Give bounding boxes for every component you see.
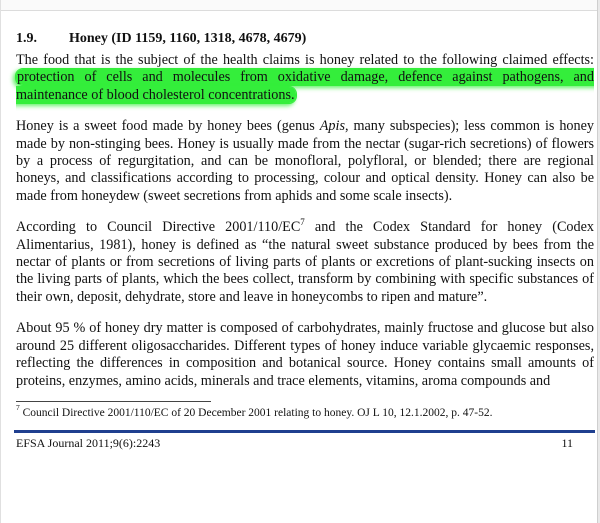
highlighted-claimed-effects: protection of cells and molecules from oxidative damage, defence against pathogens, and maintenance of blood cholesterol concentrations. (16, 69, 594, 103)
honey-composition-paragraph: About 95 % of honey dry matter is composed of carbohydrates, mainly fructose and glucose but also around 25 different oligosaccharides. Different types of honey induce variable glycaemic responses, reflecting the differences in composition and botanical source. Honey contains small amounts of proteins, enzymes, amino acids, minerals and trace elements, vitamins, aroma compounds and (16, 320, 594, 389)
page-number: 11 (561, 436, 573, 450)
honey-description-paragraph (16, 118, 594, 205)
page-content (16, 31, 594, 390)
footnote-number: 7 (16, 403, 20, 413)
paragraph1-part1: Honey is a sweet food made by honey bees (genus (16, 118, 320, 135)
footnote-separator (16, 401, 211, 402)
footnote (16, 403, 594, 420)
previous-page-edge (1, 0, 597, 11)
intro-lead: The food that is the subject of the health claims is honey related to the following claimed effects: (16, 52, 594, 68)
footnote-text: Council Directive 2001/110/EC of 20 December 2001 relating to honey. OJ L 10, 12.1.2002, p. 47-52. (19, 407, 493, 419)
intro-paragraph (16, 52, 594, 104)
footnote-reference[interactable]: 7 (300, 216, 305, 227)
section-number: 1.9. (16, 31, 37, 46)
genus-name: Apis (319, 118, 345, 135)
honey-definition-paragraph (16, 216, 594, 306)
paragraph2-part2: and the Codex Standard for honey (Codex Alimentarius, 1981), honey is defined as “the natural sweet substance produced by bees from the nectar of plants or from secretions of living parts of plants or excretions of plant-sucking insects on the living parts of plants, which the bees collect, transform by combining with specific substances of their own, deposit, dehydrate, store and leave in honeycombs to ripen and mature”. (16, 219, 594, 305)
paragraph2-part1: According to Council Directive 2001/110/EC (16, 219, 301, 236)
section-heading (16, 31, 594, 47)
footer-rule (14, 430, 595, 433)
section-title: Honey (ID 1159, 1160, 1318, 4678, 4679) (69, 31, 307, 46)
journal-citation: EFSA Journal 2011;9(6):2243 (16, 436, 161, 450)
paragraph1-part2: , many subspecies); less common is honey made by non-stinging bees. Honey is usually made from the nectar (sugar-rich secretions) of flowers by a process of regurgitation, and can be monofloral, polyfloral, or blended; there are regional honeys, and classifications according to processing, colour and optical density. Honey can also be made from honeydew (sweet secretions from aphids and some scale insects). (16, 118, 594, 204)
